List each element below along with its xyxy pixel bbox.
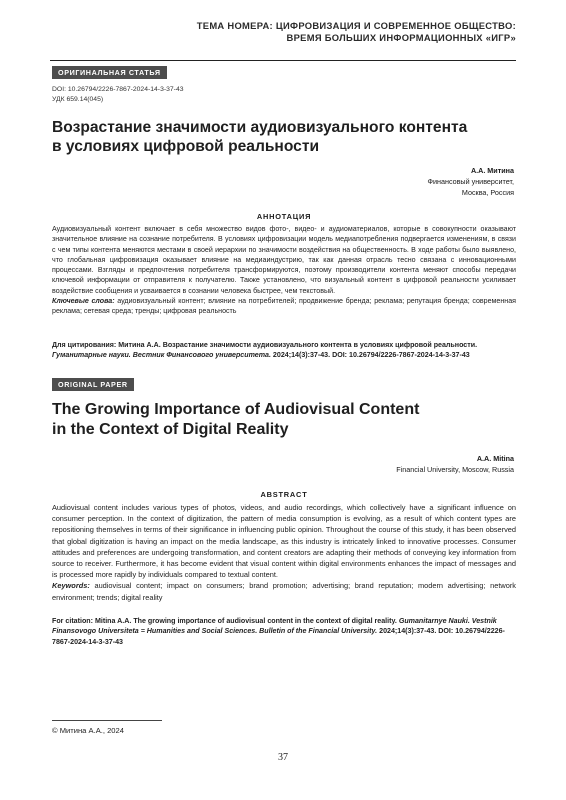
article-type-badge-en: ORIGINAL PAPER: [52, 378, 134, 391]
author-name-en: A.A. Mitina: [476, 454, 514, 463]
copyright-notice: © Митина А.А., 2024: [52, 726, 124, 735]
article-title-en: [52, 400, 516, 440]
issue-theme-line2: ВРЕМЯ БОЛЬШИХ ИНФОРМАЦИОННЫХ «ИГР»: [286, 32, 516, 43]
keywords-text-ru: аудиовизуальный контент; влияние на потребителей; продвижение бренда; реклама; репутация бренда; современная реклама; сетевая среда; тренды; цифровая реальность: [52, 297, 516, 316]
abstract-ru-text: Аудиовизуальный контент включает в себя множество видов фото-, видео- и аудиоматериалов, которые в совокупности оказывают значительное влияние на сознание потребителя. В условиях цифровизации модель медиапотребления подвергается изменениям, в связи с чем типы контента меняются местами в своей иерархии по значимости воздействия на общественность. В ходе работы было выявлено, что глобальная цифровизация оказывает влияние на медиаиндустрию, так как данная отрасль тесно связана с инновационными процессами. Взгляды и предпочтения потребителя трансформируются, поэтому производители контента меняют способы передачи ключевой информации от отправителя к получателю. Также установлено, что визуальный контент в цифровой реальности усиливает воздействие сообщения и усваивается в сознании человека быстрее, чем текстовый.: [52, 225, 516, 295]
author-affiliation-ru-line2: Москва, Россия: [461, 188, 514, 197]
article-title-ru-line1: Возрастание значимости аудиовизуального контента: [52, 119, 468, 136]
abstract-heading-en: ABSTRACT: [260, 490, 308, 499]
doi-ru: DOI: 10.26794/2226-7867-2024-14-3-37-43: [52, 86, 184, 93]
issue-theme: [197, 20, 516, 44]
abstract-en: [52, 502, 516, 603]
keywords-label-en: Keywords:: [52, 581, 90, 591]
citation-ru: [52, 340, 516, 361]
keywords-en: [52, 580, 516, 602]
author-affiliation-en: Financial University, Moscow, Russia: [396, 465, 514, 474]
abstract-en-text: Audiovisual content includes various types of photos, videos, and audio recordings, which collectively have a significant influence on consumer perception. In the context of digitization, the pattern of media consumption is evolving, as a result of which content types are repositioning themselves in terms of their significance in influencing public opinion. Throughout the course of this study, it has been observed that global digitization is having an impact on the media landscape, as this industry is intricately linked to innovative processes. Consumer attitudes and preferences are undergoing transformation, and content creators are adapting their methods of conveying key information from source to receiver. Furthermore, it has become evident that visual content within digital environments enhances the impact of messages and is processed more rapidly by individuals compared to textual content.: [52, 503, 516, 580]
keywords-ru: [52, 296, 516, 317]
citation-text-en: Mitina A.A. The growing importance of audiovisual content in the context of digital reality.: [92, 617, 397, 625]
citation-journal-en: Gumanitarnye Nauki. Vestnik Finansovogo Universiteta = Humanities and Social Sciences. Bulletin of the Financial University.: [52, 617, 497, 636]
author-name-ru: А.А. Митина: [470, 166, 514, 175]
article-type-badge: ОРИГИНАЛЬНАЯ СТАТЬЯ: [52, 66, 167, 79]
abstract-heading-ru: АННОТАЦИЯ: [256, 212, 312, 221]
issue-theme-line1: ТЕМА НОМЕРА: ЦИФРОВИЗАЦИЯ И СОВРЕМЕННОЕ ОБЩЕСТВО:: [196, 20, 516, 31]
top-divider: [50, 60, 516, 61]
citation-label-ru: Для цитирования:: [52, 341, 117, 349]
author-block-ru: [428, 165, 514, 198]
keywords-text-en: audiovisual content; impact on consumers; brand promotion; advertising; brand reputation; modern advertising; network environment; trends; digital reality: [52, 581, 516, 602]
abstract-ru: [52, 224, 516, 317]
citation-tail-ru: 2024;14(3):37-43. DOI: 10.26794/2226-7867-2024-14-3-37-43: [270, 351, 470, 360]
article-title-ru-line2: в условиях цифровой реальности: [52, 138, 320, 155]
citation-label-en: For citation:: [52, 617, 93, 625]
citation-tail-en: 2024;14(3):37-43. DOI: 10.26794/2226-7867-2024-14-3-37-43: [52, 627, 505, 646]
article-title-ru: [52, 118, 516, 156]
page-number: 37: [278, 752, 288, 763]
citation-text-ru: Митина А.А. Возрастание значимости аудиовизуального контента в условиях цифровой реальности.: [116, 341, 478, 349]
citation-journal-ru: Гуманитарные науки. Вестник Финансового университета.: [52, 351, 271, 360]
author-affiliation-ru-line1: Финансовый университет,: [427, 177, 514, 186]
article-title-en-line2: in the Context of Digital Reality: [52, 421, 289, 438]
keywords-label-ru: Ключевые слова:: [52, 297, 115, 306]
article-title-en-line1: The Growing Importance of Audiovisual Content: [52, 401, 420, 418]
citation-en: [52, 616, 516, 647]
footer-divider: [52, 720, 162, 721]
udk-code: УДК 659.14(045): [52, 96, 104, 103]
author-block-en: [396, 453, 514, 475]
